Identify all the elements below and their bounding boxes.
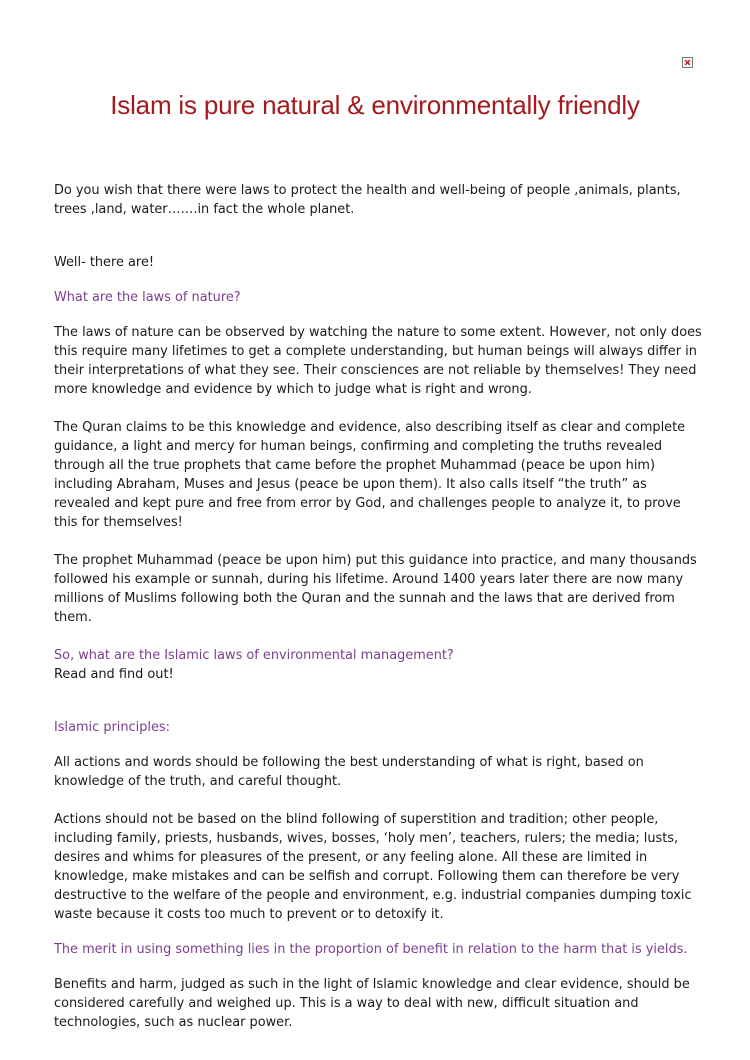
heading-laws-of-nature: What are the laws of nature? — [54, 290, 241, 305]
heading-environmental-management: So, what are the Islamic laws of environmental management? — [54, 648, 454, 663]
paragraph-intro: Do you wish that there were laws to protect the health and well-being of people ,animals, plants, trees ,land, water…….in fact the whole planet. — [54, 183, 681, 217]
page-title: Islam is pure natural & environmentally friendly — [110, 90, 640, 120]
paragraph-well-there-are: Well- there are! — [54, 255, 155, 270]
paragraph-read-and-find-out: Read and find out! — [54, 667, 174, 682]
paragraph-benefits-harm: Benefits and harm, judged as such in the light of Islamic knowledge and clear evidence, should be considered carefully and weighed up. This is a way to deal with new, difficult situation and technologies, such as nuclear power. — [54, 977, 690, 1030]
paragraph-sunnah: The prophet Muhammad (peace be upon him) put this guidance into practice, and many thousands followed his example or sunnah, during his lifetime. Around 1400 years later there are now many millions of Muslims following both the Quran and the sunnah and the laws that are derived from them. — [54, 553, 697, 625]
paragraph-quran: The Quran claims to be this knowledge and evidence, also describing itself as clear and complete guidance, a light and mercy for human beings, confirming and completing the truths revealed through all the true prophets that came before the prophet Muhammad (peace be upon him) including Abraham, Muses and Jesus (peace be upon them). It also calls itself “the truth” as revealed and kept pure and free from error by God, and challenges people to analyze it, to prove this for themselves! — [54, 420, 686, 530]
paragraph-laws-of-nature: The laws of nature can be observed by watching the nature to some extent. However, not only does this require many lifetimes to get a complete understanding, but human beings will always differ in their interpretations of what they see. Their consciences are not reliable by themselves! They need more knowledge and evidence by which to judge what is right and wrong. — [54, 325, 702, 397]
paragraph-blind-following: Actions should not be based on the blind following of superstition and tradition; other people, including family, priests, husbands, wives, bosses, ‘holy men’, teachers, rulers; the media; lusts, desires and whims for pleasures of the present, or any feeling alone. All these are limited in knowledge, make mistakes and can be selfish and corrupt. Following them can therefore be very destructive to the welfare of the people and environment, e.g. industrial companies dumping toxic waste because it costs too much to prevent or to detoxify it. — [54, 812, 692, 922]
article-body — [54, 181, 704, 1032]
close-icon[interactable] — [682, 57, 693, 68]
heading-islamic-principles: Islamic principles: — [54, 720, 170, 735]
heading-merit: The merit in using something lies in the proportion of benefit in relation to the harm that is yields. — [54, 942, 688, 957]
close-x-glyph — [683, 58, 692, 67]
paragraph-actions-words: All actions and words should be following the best understanding of what is right, based on knowledge of the truth, and careful thought. — [54, 755, 644, 789]
